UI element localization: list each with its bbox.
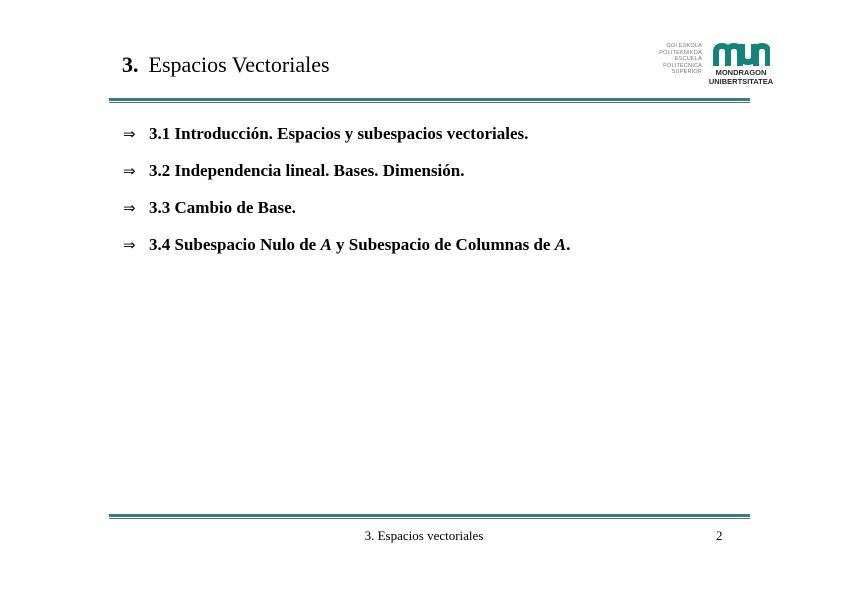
- implies-arrow-icon: ⇒: [123, 199, 136, 217]
- topic-text: 3.3 Cambio de Base.: [149, 198, 296, 217]
- matrix-variable: A: [320, 235, 332, 254]
- implies-arrow-icon: ⇒: [123, 162, 136, 180]
- footer-title: 3. Espacios vectoriales: [364, 528, 484, 543]
- school-logo-line: POLITEKNIKOA: [659, 49, 702, 56]
- slide-title-number: 3.: [122, 52, 139, 77]
- university-name: [705, 68, 777, 86]
- topic-text-post: .: [566, 235, 571, 254]
- topic-item: [123, 198, 570, 235]
- topic-item: [123, 235, 570, 272]
- school-logo-line: POLITÉCNICA: [663, 62, 702, 69]
- topic-text: 3.2 Independencia lineal. Bases. Dimensión.: [149, 161, 465, 180]
- topic-text-mid: y Subespacio de Columnas de: [331, 235, 555, 254]
- slide-title-text: Espacios Vectoriales: [148, 52, 330, 77]
- mondragon-logo-icon: [712, 42, 770, 66]
- school-logo-text: [654, 43, 702, 76]
- page-number: 2: [716, 528, 723, 543]
- topic-item: [123, 124, 570, 161]
- topic-text: 3.1 Introducción. Espacios y subespacios vectoriales.: [149, 124, 529, 143]
- school-logo-line: SUPERIOR: [671, 69, 702, 76]
- slide-title: [122, 52, 330, 78]
- topic-list: [123, 124, 570, 272]
- university-name-line2: UNIBERTSITATEA: [708, 77, 774, 86]
- school-logo-line: ESCUELA: [674, 56, 702, 63]
- implies-arrow-icon: ⇒: [123, 125, 136, 143]
- university-name-line1: MONDRAGON: [715, 68, 767, 77]
- school-logo-line: GOI ESKOLA: [666, 43, 702, 49]
- footer-divider: [109, 514, 750, 519]
- topic-text-pre: 3.4 Subespacio Nulo de: [149, 235, 321, 254]
- header-divider: [109, 98, 750, 103]
- implies-arrow-icon: ⇒: [123, 236, 136, 254]
- matrix-variable: A: [554, 235, 567, 254]
- topic-item: [123, 161, 570, 198]
